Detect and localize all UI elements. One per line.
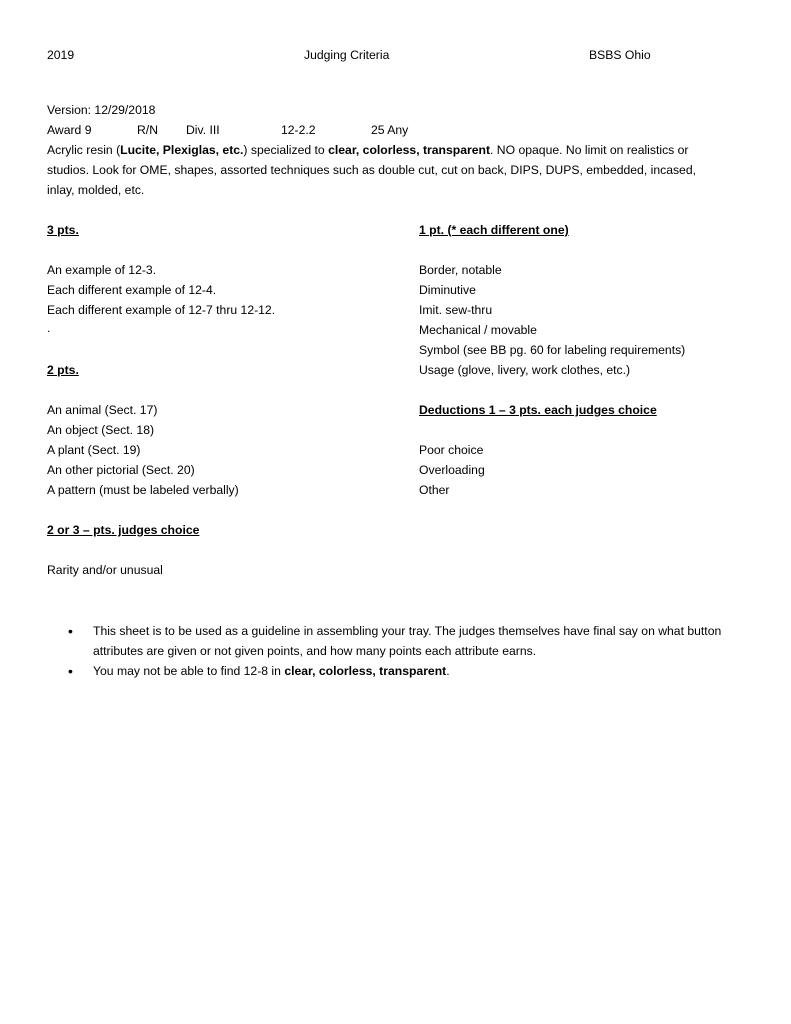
list-item: Usage (glove, livery, work clothes, etc.) [419, 363, 631, 377]
note-text: . [446, 664, 450, 678]
list-item: Mechanical / movable [419, 323, 537, 337]
award-count: 25 Any [371, 123, 409, 137]
list-item: Poor choice [419, 443, 484, 457]
list-item: An example of 12-3. [47, 263, 157, 277]
note-item: • This sheet is to be used as a guideline in assembling your tray. The judges themselves have final say on what button attributes are given or not given points, and how many points each attribute earns. [62, 621, 732, 661]
three-pts-heading: 3 pts. [47, 223, 79, 237]
one-pt-heading: 1 pt. (* each different one) [419, 223, 569, 237]
two-pts-heading: 2 pts. [47, 363, 79, 377]
award-division: Div. III [186, 123, 220, 137]
list-item: An other pictorial (Sect. 20) [47, 463, 195, 477]
list-item: . [47, 321, 51, 335]
list-item: A plant (Sect. 19) [47, 443, 141, 457]
description-line-1 [47, 143, 688, 157]
version-text: Version: 12/29/2018 [47, 103, 156, 117]
list-item: Each different example of 12-7 thru 12-12. [47, 303, 276, 317]
award-label: Award 9 [47, 123, 92, 137]
description-bold: Lucite, Plexiglas, etc. [120, 143, 244, 157]
header-org: BSBS Ohio [589, 48, 651, 62]
description-line-3: inlay, molded, etc. [47, 183, 145, 197]
description-text: ) specialized to [243, 143, 329, 157]
note-item [62, 661, 732, 681]
description-text: Acrylic resin ( [47, 143, 121, 157]
award-section: 12-2.2 [281, 123, 316, 137]
page-title: Judging Criteria [304, 48, 390, 62]
list-item: Other [419, 483, 450, 497]
description-line-2: studios. Look for OME, shapes, assorted techniques such as double cut, cut on back, DIPS, DUPS, embedded, incased, [47, 163, 697, 177]
deductions-heading: Deductions 1 – 3 pts. each judges choice [419, 403, 657, 417]
two-or-three-heading: 2 or 3 – pts. judges choice [47, 523, 200, 537]
list-item: Overloading [419, 463, 485, 477]
list-item: A pattern (must be labeled verbally) [47, 483, 239, 497]
note-bold: clear, colorless, transparent [284, 664, 447, 678]
notes-list [62, 621, 732, 681]
note-text: You may not be able to find 12-8 in [93, 664, 285, 678]
list-item: Symbol (see BB pg. 60 for labeling requirements) [419, 343, 686, 357]
list-item: Border, notable [419, 263, 502, 277]
list-item: Each different example of 12-4. [47, 283, 217, 297]
list-item: Diminutive [419, 283, 476, 297]
description-text: . NO opaque. No limit on realistics or [490, 143, 689, 157]
list-item: An object (Sect. 18) [47, 423, 155, 437]
header-year: 2019 [47, 48, 75, 62]
list-item: Imit. sew-thru [419, 303, 493, 317]
list-item: An animal (Sect. 17) [47, 403, 158, 417]
list-item: Rarity and/or unusual [47, 563, 163, 577]
description-bold: clear, colorless, transparent [328, 143, 491, 157]
award-rn: R/N [137, 123, 158, 137]
